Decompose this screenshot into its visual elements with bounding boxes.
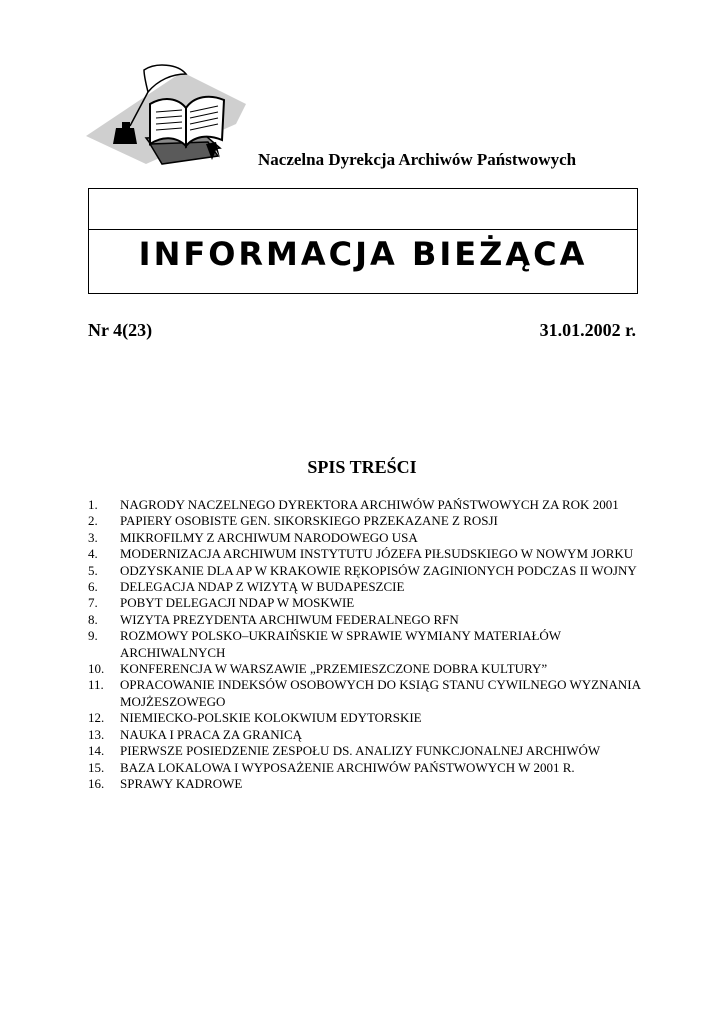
toc-item-text: OPRACOWANIE INDEKSÓW OSOBOWYCH DO KSIĄG STANU CYWILNEGO WYZNANIA MOJŻESZOWEGO [120,677,641,709]
issue-date: 31.01.2002 r. [539,320,636,340]
toc-item [88,497,648,513]
toc-item-text: POBYT DELEGACJI NDAP W MOSKWIE [120,595,355,611]
toc-item [88,710,648,726]
toc-item [88,595,648,611]
toc-item [88,677,648,710]
toc-item [88,760,648,776]
toc-item-text: NAGRODY NACZELNEGO DYREKTORA ARCHIWÓW PAŃSTWOWYCH ZA ROK 2001 [120,497,619,512]
toc-item-number: 11. [88,677,104,693]
toc-item-text: DELEGACJA NDAP Z WIZYTĄ W BUDAPESZCIE [120,579,405,595]
issue-number: Nr 4(23) [88,320,153,340]
title-box [88,188,638,294]
toc-item-number: 12. [88,710,105,726]
toc-item [88,776,648,792]
toc-item [88,727,648,743]
toc-item-text: MIKROFILMY Z ARCHIWUM NARODOWEGO USA [120,529,418,545]
toc-item [88,579,648,595]
toc-item-text: PIERWSZE POSIEDZENIE ZESPOŁU DS. ANALIZY FUNKCJONALNEJ ARCHIWÓW [120,743,601,759]
toc-item-number: 4. [88,546,98,562]
toc-heading: SPIS TREŚCI [307,457,417,477]
toc-item [88,661,648,677]
toc-item-text: MODERNIZACJA ARCHIWUM INSTYTUTU JÓZEFA PIŁSUDSKIEGO W NOWYM JORKU [120,546,634,562]
toc-item-number: 6. [88,579,98,595]
toc-item-text: PAPIERY OSOBISTE GEN. SIKORSKIEGO PRZEKAZANE Z ROSJI [120,513,498,529]
toc-item-text: BAZA LOKALOWA I WYPOSAŻENIE ARCHIWÓW PAŃSTWOWYCH W 2001 R. [120,759,575,775]
toc-item [88,530,648,546]
toc-item [88,612,648,628]
toc-item-number: 2. [88,513,98,529]
toc-item-number: 9. [88,628,98,644]
toc-item [88,743,648,759]
archives-logo-book-quill-icon [86,64,246,174]
toc-item-number: 8. [88,611,98,627]
toc-item-number: 10. [88,661,105,677]
title-box-divider [89,229,637,230]
toc-item [88,628,648,661]
toc-item-text: ROZMOWY POLSKO–UKRAIŃSKIE W SPRAWIE WYMIANY MATERIAŁÓW ARCHIWALNYCH [120,628,561,660]
table-of-contents [88,497,648,792]
toc-item-number: 3. [88,529,98,545]
toc-item [88,513,648,529]
toc-item [88,563,648,579]
publication-title: INFORMACJA BIEŻĄCA [138,235,588,273]
toc-item-number: 15. [88,759,105,775]
toc-item-text: ODZYSKANIE DLA AP W KRAKOWIE RĘKOPISÓW ZAGINIONYCH PODCZAS II WOJNY [120,562,637,578]
toc-item-text: KONFERENCJA W WARSZAWIE „PRZEMIESZCZONE DOBRA KULTURY” [120,661,548,677]
toc-item-text: NAUKA I PRACA ZA GRANICĄ [120,726,303,742]
toc-item-number: 16. [88,775,105,791]
toc-item-number: 13. [88,726,105,742]
organization-name: Naczelna Dyrekcja Archiwów Państwowych [258,150,577,169]
toc-item-number: 7. [88,595,98,611]
toc-item [88,546,648,562]
toc-item-number: 1. [88,497,98,512]
toc-item-number: 14. [88,743,105,759]
toc-item-text: SPRAWY KADROWE [120,775,243,791]
toc-item-text: NIEMIECKO-POLSKIE KOLOKWIUM EDYTORSKIE [120,710,422,726]
toc-item-number: 5. [88,562,98,578]
toc-item-text: WIZYTA PREZYDENTA ARCHIWUM FEDERALNEGO RFN [120,611,459,627]
